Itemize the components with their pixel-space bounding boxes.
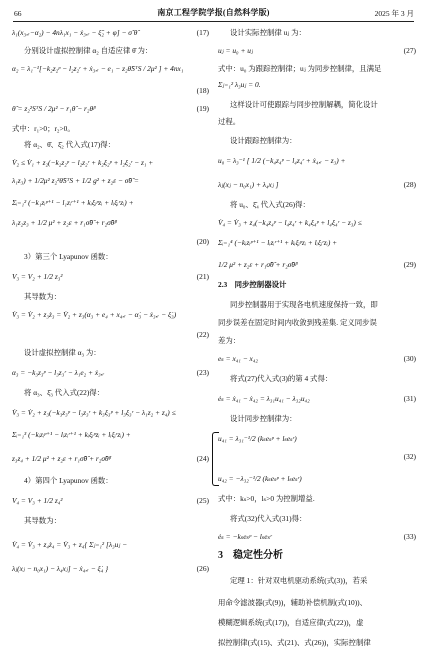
body-text-line: 这样设计可使跟踪与同步控制解耦，简化设计 [230, 100, 378, 109]
equation-number: (22) [196, 330, 209, 339]
equation-math: V̇₄ = V̇₃ + z₄ż₄ = V̇₃ + z₄{ Σⱼ₌₁² [λ₃uⱼ − [12, 540, 128, 549]
equation-math: ėₛ = −kₛeₛᵖ − lₛeₛʳ [218, 532, 272, 541]
equation-math: λ₁z₃) + 1/2μ² z₂²θ̂SᵀS + 1/2 g² + z₂ε − σ̃θ̂ = [12, 176, 139, 185]
body-text-line: 过程。 [218, 117, 241, 126]
equation-math: λ₁(x₃,ᵣ−α₂) − 4nλ₁x₁ − ẋ₃,ᵣ − ξ̃₂ + φ] − σ̃ θ̂ [12, 28, 138, 37]
body-text-line: 设计跟踪控制律为： [230, 136, 297, 145]
body-text-line: 式中：kₛ>0，lₛ>0 为控制增益. [218, 494, 315, 503]
body-text-line: 4）第四个 Lyapunov 函数： [24, 476, 113, 485]
equation-number: (33) [403, 532, 416, 541]
equation-math: Σⱼ₌₁² λ₃uⱼ = 0. [218, 80, 261, 89]
equation-math: V̇₃ = V̇₂ + z₃(−k₃z₃ᵖ − l₃z₃ʳ + k₃ξ₃ᵖ + l₃ξ₃ʳ − λ₁z₂ + z₄) ≤ [12, 408, 176, 417]
equation-math: V₃ = V₂ + 1/2 z₃² [12, 272, 63, 281]
journal-title: 南京工程学院学报(自然科学版) [157, 8, 270, 17]
section-heading: 3 稳定性分析 [218, 550, 283, 561]
equation-math: eₛ = x₄₁ − x₄₂ [218, 354, 258, 363]
equation-math: ėₛ = ẋ₄₁ − ẋ₄₂ = λ₃₁u₄₁ − λ₃₂u₄₂ [218, 394, 310, 403]
section-heading: 2.3 同步控制器设计 [218, 280, 287, 289]
body-text-line: 其导数为： [24, 292, 61, 301]
equation-math: Σᵢ₌₁³ (−kᵢzᵢᵖ⁺¹ − lᵢzᵢʳ⁺¹ + kᵢξᵢᵖzᵢ + lᵢξᵢʳzᵢ) + [12, 430, 131, 439]
body-text-line: 定理 1：针对双电机驱动系统(式(3))，若采 [230, 576, 368, 585]
equation-number: (19) [196, 104, 209, 113]
equation-math: u₄₁ = λ₃₁⁻¹/2 (kₛeₛᵖ + lₛeₛʳ) [218, 434, 297, 443]
body-text-line: 设计实际控制律 uⱼ 为： [230, 28, 306, 37]
equation-number: (31) [403, 394, 416, 403]
equation-number: (25) [196, 496, 209, 505]
body-text-line: 差为： [218, 336, 241, 345]
equation-math: α₂ = λ₁⁻¹[−k₂z₂ᵖ − l₂z₂ʳ + ẋ₃,ᵣ − e₁ − z₂θ̂SᵀS / 2μ² ] + 4nx₁ [12, 64, 184, 73]
body-text-line: 3）第三个 Lyapunov 函数： [24, 252, 113, 261]
body-text-line: 用命令滤波器(式(9))，辅助补偿机制(式(10))、 [218, 598, 368, 607]
equation-number: (26) [196, 564, 209, 573]
equation-math: V̇₃ = V̇₂ + z₃ż₃ = V̇₂ + z₃(α₃ + e₄ + x₄,ᵣ − α̇₃ − ẋ₃,ᵣ − ξ̇₃) [12, 310, 177, 319]
issue-date: 2025 年 3 月 [374, 9, 414, 18]
equation-number: (17) [196, 28, 209, 37]
body-text-line: 将 α₃、ξ̂₃ 代入式(22)得： [24, 388, 105, 397]
equation-number: (30) [403, 354, 416, 363]
equation-math: uⱼ = u₀ + uⱼ [218, 46, 253, 55]
body-text-line: 式中：r₁>0；r₂>0。 [12, 124, 75, 133]
body-text-line: 其导数为： [24, 516, 61, 525]
equation-math: Σᵢ₌₁⁴ (−kᵢzᵢᵖ⁺¹ − lᵢzᵢʳ⁺¹ + kᵢξᵢᵖzᵢ + lᵢξᵢʳzᵢ) + [218, 238, 338, 247]
equation-math: V̇₂ ≤ V̇₁ + z₂(−k₂z₂ᵖ − l₂z₂ʳ + k₂ξ₂ᵖ + l₂ξ₂ʳ − z₁ + [12, 158, 154, 167]
equation-number: (18) [196, 86, 209, 95]
equation-number: (32) [403, 452, 416, 461]
equation-math: V₄ = V₃ + 1/2 z₄² [12, 496, 63, 505]
equation-math: λ₁z₂z₃ + 1/2 μ² + z₂ε + r₁σ̃θ̂ + r₂σ̃θ̂ᵖ [12, 218, 117, 227]
equation-math: V̇₄ = V̇₃ + z₄(−k₄z₄ᵖ − l₄z₄ʳ + k₄ξ₄ᵖ + l₄ξ₄ʳ − z₃) ≤ [218, 218, 362, 227]
page-header [0, 0, 427, 22]
body-text-line: 将 u₀、ξ̂₄ 代入式(26)得： [230, 200, 310, 209]
body-text-line: 同步误差在固定时间内收敛到残差集. 定义同步误 [218, 318, 377, 327]
equation-math: λⱼ(xⱼ − n₀x₁) + λ₄xⱼ ] [218, 180, 279, 189]
body-text-line: 拟控制律(式(15)、式(21)、式(26))，实际控制律 [218, 638, 371, 647]
body-text-line: 将式(32)代入式(31)得： [230, 514, 307, 523]
page-number: 66 [14, 9, 22, 18]
equation-math: 1/2 μ² + z₂ε + r₁σ̃θ̂ + r₂σ̃θ̂ᵖ [218, 260, 298, 269]
body-text-line: 分别设计虚拟控制律 α₂ 自适应律 θ̂ 为： [24, 46, 153, 55]
equation-math: θ̂ = z₂²SᵀS / 2μ² − r₁θ̂ − r₂θ̂ᵖ [12, 104, 96, 113]
equation-number: (28) [403, 180, 416, 189]
equation-number: (23) [196, 368, 209, 377]
equation-math: λⱼ(xⱼ − n₀x₁) − λ₄xⱼ] − ẋ₄,ᵣ − ξ̇₄ } [12, 564, 109, 573]
equation-number: (27) [403, 46, 416, 55]
equation-number: (21) [196, 272, 209, 281]
equation-math: α₃ = −k₃z₃ᵖ − l₃z₃ʳ − λ₁e₂ + ẋ₃,ᵣ [12, 368, 105, 377]
equation-math: u₄₂ = −λ₃₂⁻¹/2 (kₛeₛᵖ + lₛeₛʳ) [218, 474, 302, 483]
equation-math: z₃z₄ + 1/2 μ² + z₂ε + r₁σ̃θ̂ + r₂σ̃θ̂ᵖ [12, 454, 111, 463]
equation-math: Σᵢ₌₁² (−k₁zᵢᵖ⁺¹ − l₁zᵢʳ⁺¹ + kᵢξᵢᵖzᵢ + lᵢξᵢʳzᵢ) + [12, 198, 134, 207]
equation-brace [212, 432, 219, 486]
body-text-line: 同步控制器用于实现各电机速度保持一致，即 [230, 300, 378, 309]
equation-math: u₀ = λ₃⁻¹ [ 1/2 (−k₄z₄ᵖ − l₄z₄ʳ + ẋ₄,ᵣ − z₃) + [218, 156, 346, 165]
body-text-line: 模糊逻辑系统(式(17))，自适应律(式(22))，虚 [218, 618, 364, 627]
body-text-line: 将式(27)代入式(3)的第 4 式得： [230, 374, 333, 383]
equation-number: (20) [196, 237, 209, 246]
equation-number: (29) [403, 260, 416, 269]
equation-number: (24) [196, 454, 209, 463]
body-text-line: 设计虚拟控制律 α₃ 为： [24, 348, 101, 357]
header-rule [13, 21, 414, 22]
body-text-line: 式中：u₀ 为跟踪控制律；uⱼ 为同步控制律，且满足 [218, 64, 382, 73]
body-text-line: 将 α₂、θ̂、ξ̂₂ 代入式(17)得： [24, 140, 115, 149]
body-text-line: 设计同步控制律为： [230, 414, 297, 423]
